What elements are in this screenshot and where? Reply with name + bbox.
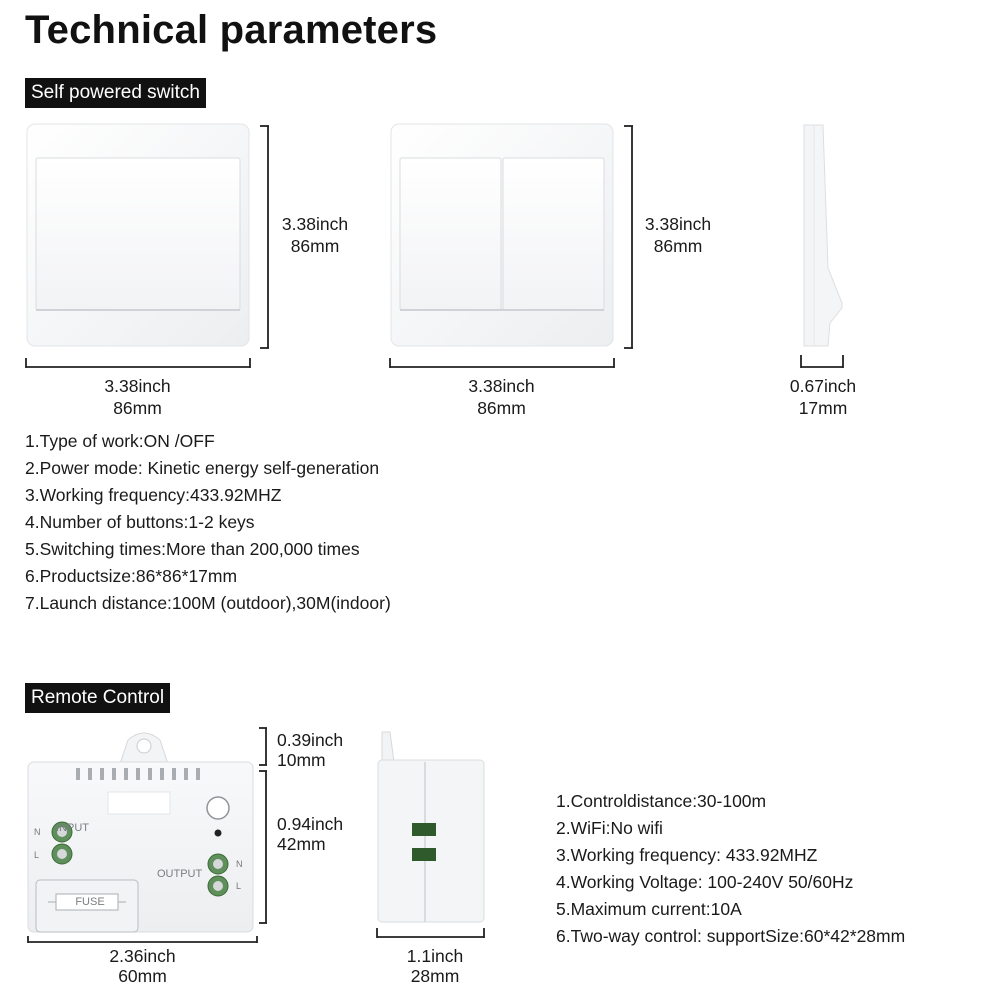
- single-width-inch: 3.38inch: [104, 376, 171, 396]
- remote-spec-item: 5.Maximum current:10A: [556, 899, 742, 919]
- switch-spec-item: 3.Working frequency:433.92MHZ: [25, 485, 282, 505]
- remote-top-inch: 0.39inch: [277, 730, 344, 750]
- page-title: Technical parameters: [25, 8, 438, 52]
- remote-side-illustration: [370, 726, 490, 946]
- remote-body-inch: 0.94inch: [277, 814, 344, 834]
- svg-text:L: L: [236, 881, 242, 891]
- single-switch-illustration: [20, 118, 280, 378]
- section-label-switch: Self powered switch: [25, 78, 206, 108]
- output-label: OUTPUT: [157, 868, 203, 880]
- remote-width-mm: 60mm: [118, 966, 167, 986]
- remote-width-inch: 2.36inch: [109, 946, 176, 966]
- switch-spec-list: [25, 428, 391, 617]
- single-height-mm: 86mm: [290, 236, 340, 256]
- remote-spec-item: 2.WiFi:No wifi: [556, 818, 663, 838]
- single-width-mm: 86mm: [113, 398, 162, 418]
- side-depth-inch: 0.67inch: [789, 376, 857, 396]
- fuse-label: FUSE: [75, 896, 105, 908]
- input-label: INPUT: [56, 822, 89, 834]
- remote-spec-item: 3.Working frequency: 433.92MHZ: [556, 845, 818, 865]
- remote-body-mm: 42mm: [277, 834, 326, 854]
- svg-text:N: N: [236, 859, 243, 869]
- switch-spec-item: 5.Switching times:More than 200,000 times: [25, 539, 360, 559]
- remote-spec-item: 1.Controldistance:30-100m: [556, 791, 767, 811]
- section-label-remote: Remote Control: [25, 683, 170, 713]
- remote-side-width-inch: 1.1inch: [406, 946, 464, 966]
- double-width-inch: 3.38inch: [468, 376, 535, 396]
- remote-side-width-mm: 28mm: [410, 966, 460, 986]
- single-height-inch: 3.38inch: [281, 214, 349, 234]
- remote-spec-item: 6.Two-way control: supportSize:60*42*28mm: [556, 926, 906, 946]
- svg-text:L: L: [34, 850, 40, 860]
- remote-spec-list: [556, 788, 905, 950]
- switch-spec-item: 1.Type of work:ON /OFF: [25, 431, 215, 451]
- switch-spec-item: 7.Launch distance:100M (outdoor),30M(indoor): [25, 593, 391, 613]
- side-depth-mm: 17mm: [798, 398, 848, 418]
- double-switch-illustration: [384, 118, 644, 378]
- switch-spec-item: 6.Productsize:86*86*17mm: [25, 566, 238, 586]
- switch-spec-item: 2.Power mode: Kinetic energy self-generation: [25, 458, 380, 478]
- svg-text:N: N: [34, 827, 41, 837]
- remote-spec-item: 4.Working Voltage: 100-240V 50/60Hz: [556, 872, 854, 892]
- switch-side-view: [790, 118, 860, 378]
- double-height-inch: 3.38inch: [644, 214, 712, 234]
- switch-spec-item: 4.Number of buttons:1-2 keys: [25, 512, 255, 532]
- double-height-mm: 86mm: [653, 236, 703, 256]
- double-width-mm: 86mm: [477, 398, 526, 418]
- remote-top-mm: 10mm: [277, 750, 326, 770]
- remote-height-dimension: [258, 725, 278, 925]
